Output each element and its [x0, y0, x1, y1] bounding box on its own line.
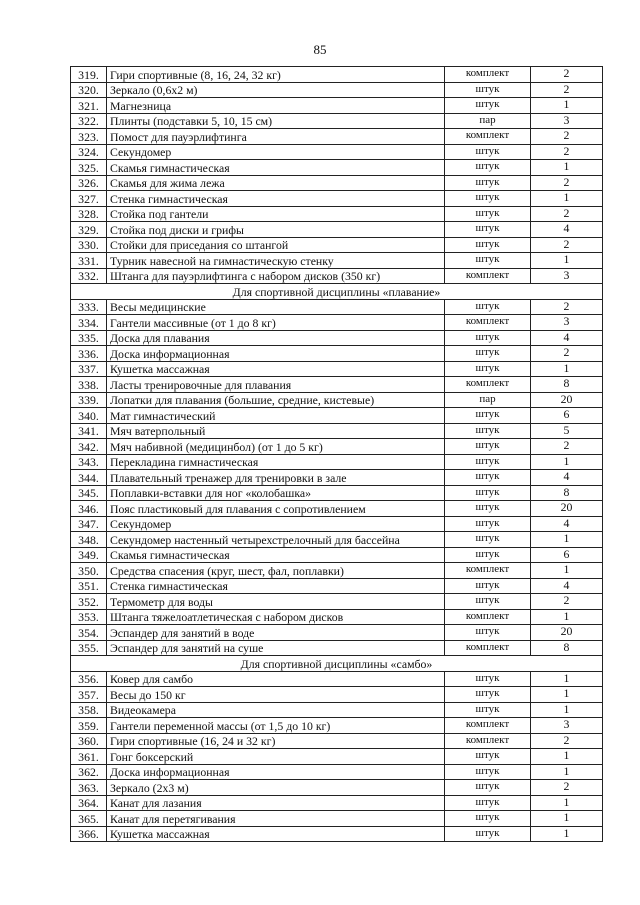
unit-of-measure: штук: [445, 98, 531, 114]
item-quantity: 2: [531, 299, 603, 315]
item-quantity: 2: [531, 175, 603, 191]
table-row: [71, 671, 603, 687]
item-quantity: 1: [531, 98, 603, 114]
item-quantity: 4: [531, 330, 603, 346]
row-number: 326.: [71, 175, 107, 191]
row-number: 325.: [71, 160, 107, 176]
item-name: Гантели массивные (от 1 до 8 кг): [107, 315, 445, 331]
unit-of-measure: штук: [445, 516, 531, 532]
table-row: [71, 439, 603, 455]
table-row: [71, 470, 603, 486]
item-name: Лопатки для плавания (большие, средние, кистевые): [107, 392, 445, 408]
table-row: [71, 485, 603, 501]
item-name: Пояс пластиковый для плавания с сопротивлением: [107, 501, 445, 517]
item-quantity: 8: [531, 485, 603, 501]
table-row: [71, 268, 603, 284]
unit-of-measure: комплект: [445, 563, 531, 579]
unit-of-measure: пар: [445, 392, 531, 408]
item-quantity: 3: [531, 113, 603, 129]
table-row: [71, 144, 603, 160]
unit-of-measure: штук: [445, 439, 531, 455]
unit-of-measure: штук: [445, 826, 531, 842]
item-quantity: 1: [531, 702, 603, 718]
row-number: 343.: [71, 454, 107, 470]
row-number: 339.: [71, 392, 107, 408]
item-name: Эспандер для занятий в воде: [107, 625, 445, 641]
item-quantity: 1: [531, 749, 603, 765]
row-number: 341.: [71, 423, 107, 439]
item-quantity: 20: [531, 501, 603, 517]
row-number: 335.: [71, 330, 107, 346]
row-number: 345.: [71, 485, 107, 501]
item-quantity: 1: [531, 826, 603, 842]
unit-of-measure: штук: [445, 423, 531, 439]
table-row: [71, 206, 603, 222]
item-name: Секундомер: [107, 516, 445, 532]
item-name: Видеокамера: [107, 702, 445, 718]
table-row: [71, 578, 603, 594]
table-row: [71, 826, 603, 842]
table-row: [71, 795, 603, 811]
item-name: Гонг боксерский: [107, 749, 445, 765]
item-quantity: 2: [531, 594, 603, 610]
item-name: Мяч набивной (медицинбол) (от 1 до 5 кг): [107, 439, 445, 455]
item-quantity: 4: [531, 470, 603, 486]
item-name: Стенка гимнастическая: [107, 578, 445, 594]
row-number: 331.: [71, 253, 107, 269]
table-row: [71, 175, 603, 191]
item-name: Кушетка массажная: [107, 826, 445, 842]
page-number: 85: [313, 42, 327, 57]
item-name: Перекладина гимнастическая: [107, 454, 445, 470]
unit-of-measure: штук: [445, 206, 531, 222]
table-row: [71, 532, 603, 548]
item-quantity: 1: [531, 253, 603, 269]
row-number: 348.: [71, 532, 107, 548]
unit-of-measure: штук: [445, 470, 531, 486]
item-name: Канат для лазания: [107, 795, 445, 811]
row-number: 361.: [71, 749, 107, 765]
row-number: 340.: [71, 408, 107, 424]
table-row: [71, 113, 603, 129]
item-name: Скамья для жима лежа: [107, 175, 445, 191]
row-number: 337.: [71, 361, 107, 377]
row-number: 353.: [71, 609, 107, 625]
row-number: 334.: [71, 315, 107, 331]
item-quantity: 20: [531, 625, 603, 641]
item-quantity: 1: [531, 563, 603, 579]
row-number: 321.: [71, 98, 107, 114]
item-name: Секундомер настенный четырехстрелочный для бассейна: [107, 532, 445, 548]
unit-of-measure: штук: [445, 346, 531, 362]
item-name: Штанга тяжелоатлетическая с набором дисков: [107, 609, 445, 625]
row-number: 332.: [71, 268, 107, 284]
item-name: Кушетка массажная: [107, 361, 445, 377]
row-number: 357.: [71, 687, 107, 703]
table-row: [71, 392, 603, 408]
unit-of-measure: штук: [445, 485, 531, 501]
unit-of-measure: штук: [445, 191, 531, 207]
item-quantity: 1: [531, 764, 603, 780]
unit-of-measure: штук: [445, 578, 531, 594]
item-name: Скамья гимнастическая: [107, 547, 445, 563]
item-name: Весы медицинские: [107, 299, 445, 315]
row-number: 319.: [71, 67, 107, 83]
item-quantity: 1: [531, 532, 603, 548]
item-quantity: 20: [531, 392, 603, 408]
unit-of-measure: штук: [445, 501, 531, 517]
item-quantity: 1: [531, 671, 603, 687]
item-name: Доска информационная: [107, 764, 445, 780]
unit-of-measure: штук: [445, 687, 531, 703]
section-header-row: [71, 656, 603, 672]
item-name: Гантели переменной массы (от 1,5 до 10 кг): [107, 718, 445, 734]
item-quantity: 2: [531, 129, 603, 145]
unit-of-measure: штук: [445, 222, 531, 238]
table-row: [71, 237, 603, 253]
item-name: Зеркало (0,6х2 м): [107, 82, 445, 98]
table-row: [71, 222, 603, 238]
item-name: Термометр для воды: [107, 594, 445, 610]
row-number: 366.: [71, 826, 107, 842]
table-row: [71, 501, 603, 517]
item-quantity: 2: [531, 67, 603, 83]
unit-of-measure: штук: [445, 175, 531, 191]
item-quantity: 1: [531, 191, 603, 207]
table-row: [71, 718, 603, 734]
row-number: 349.: [71, 547, 107, 563]
table-row: [71, 764, 603, 780]
row-number: 323.: [71, 129, 107, 145]
unit-of-measure: комплект: [445, 315, 531, 331]
row-number: 358.: [71, 702, 107, 718]
item-quantity: 1: [531, 795, 603, 811]
table-row: [71, 640, 603, 656]
unit-of-measure: штук: [445, 330, 531, 346]
item-name: Поплавки-вставки для ног «колобашка»: [107, 485, 445, 501]
item-quantity: 6: [531, 408, 603, 424]
item-quantity: 1: [531, 609, 603, 625]
item-quantity: 4: [531, 516, 603, 532]
item-quantity: 1: [531, 454, 603, 470]
unit-of-measure: штук: [445, 594, 531, 610]
item-quantity: 1: [531, 811, 603, 827]
row-number: 356.: [71, 671, 107, 687]
item-quantity: 8: [531, 377, 603, 393]
table-row: [71, 594, 603, 610]
table-row: [71, 408, 603, 424]
row-number: 350.: [71, 563, 107, 579]
unit-of-measure: комплект: [445, 67, 531, 83]
section-title: Для спортивной дисциплины «самбо»: [71, 656, 603, 672]
table-row: [71, 780, 603, 796]
table-row: [71, 423, 603, 439]
table-row: [71, 346, 603, 362]
unit-of-measure: штук: [445, 811, 531, 827]
item-quantity: 2: [531, 237, 603, 253]
unit-of-measure: пар: [445, 113, 531, 129]
table-row: [71, 547, 603, 563]
unit-of-measure: штук: [445, 237, 531, 253]
table-row: [71, 82, 603, 98]
item-name: Стойки для приседания со штангой: [107, 237, 445, 253]
table-row: [71, 454, 603, 470]
unit-of-measure: штук: [445, 253, 531, 269]
unit-of-measure: штук: [445, 532, 531, 548]
item-name: Доска для плавания: [107, 330, 445, 346]
item-quantity: 2: [531, 733, 603, 749]
table-row: [71, 625, 603, 641]
row-number: 365.: [71, 811, 107, 827]
table-row: [71, 98, 603, 114]
unit-of-measure: штук: [445, 299, 531, 315]
row-number: 342.: [71, 439, 107, 455]
unit-of-measure: штук: [445, 795, 531, 811]
item-name: Доска информационная: [107, 346, 445, 362]
item-name: Ласты тренировочные для плавания: [107, 377, 445, 393]
row-number: 351.: [71, 578, 107, 594]
row-number: 347.: [71, 516, 107, 532]
table-row: [71, 563, 603, 579]
item-quantity: 2: [531, 144, 603, 160]
unit-of-measure: комплект: [445, 609, 531, 625]
item-quantity: 2: [531, 780, 603, 796]
unit-of-measure: штук: [445, 82, 531, 98]
row-number: 354.: [71, 625, 107, 641]
item-quantity: 2: [531, 82, 603, 98]
unit-of-measure: штук: [445, 160, 531, 176]
item-quantity: 2: [531, 439, 603, 455]
row-number: 338.: [71, 377, 107, 393]
item-name: Ковер для самбо: [107, 671, 445, 687]
table-row: [71, 687, 603, 703]
item-name: Мат гимнастический: [107, 408, 445, 424]
row-number: 344.: [71, 470, 107, 486]
item-name: Стойка под диски и грифы: [107, 222, 445, 238]
unit-of-measure: комплект: [445, 733, 531, 749]
unit-of-measure: штук: [445, 671, 531, 687]
row-number: 346.: [71, 501, 107, 517]
unit-of-measure: штук: [445, 361, 531, 377]
row-number: 355.: [71, 640, 107, 656]
item-quantity: 3: [531, 315, 603, 331]
item-quantity: 1: [531, 160, 603, 176]
table-row: [71, 330, 603, 346]
item-name: Помост для пауэрлифтинга: [107, 129, 445, 145]
unit-of-measure: штук: [445, 764, 531, 780]
table-row: [71, 702, 603, 718]
row-number: 320.: [71, 82, 107, 98]
table-row: [71, 129, 603, 145]
table-row: [71, 253, 603, 269]
item-name: Скамья гимнастическая: [107, 160, 445, 176]
row-number: 322.: [71, 113, 107, 129]
table-row: [71, 191, 603, 207]
equipment-table: [70, 66, 603, 842]
unit-of-measure: штук: [445, 547, 531, 563]
table-body: [71, 67, 603, 842]
row-number: 336.: [71, 346, 107, 362]
item-name: Плавательный тренажер для тренировки в зале: [107, 470, 445, 486]
item-name: Стойка под гантели: [107, 206, 445, 222]
item-name: Турник навесной на гимнастическую стенку: [107, 253, 445, 269]
unit-of-measure: комплект: [445, 377, 531, 393]
row-number: 352.: [71, 594, 107, 610]
item-name: Стенка гимнастическая: [107, 191, 445, 207]
item-quantity: 4: [531, 578, 603, 594]
item-quantity: 1: [531, 687, 603, 703]
unit-of-measure: штук: [445, 749, 531, 765]
table-row: [71, 361, 603, 377]
table-row: [71, 315, 603, 331]
item-name: Секундомер: [107, 144, 445, 160]
table-row: [71, 733, 603, 749]
item-name: Гири спортивные (16, 24 и 32 кг): [107, 733, 445, 749]
section-title: Для спортивной дисциплины «плавание»: [71, 284, 603, 300]
unit-of-measure: комплект: [445, 640, 531, 656]
item-quantity: 6: [531, 547, 603, 563]
item-name: Канат для перетягивания: [107, 811, 445, 827]
row-number: 362.: [71, 764, 107, 780]
item-name: Весы до 150 кг: [107, 687, 445, 703]
unit-of-measure: штук: [445, 780, 531, 796]
row-number: 324.: [71, 144, 107, 160]
row-number: 329.: [71, 222, 107, 238]
item-quantity: 3: [531, 268, 603, 284]
unit-of-measure: штук: [445, 144, 531, 160]
row-number: 364.: [71, 795, 107, 811]
item-name: Средства спасения (круг, шест, фал, поплавки): [107, 563, 445, 579]
table-row: [71, 160, 603, 176]
unit-of-measure: штук: [445, 408, 531, 424]
item-name: Эспандер для занятий на суше: [107, 640, 445, 656]
unit-of-measure: комплект: [445, 268, 531, 284]
item-name: Магнезница: [107, 98, 445, 114]
table-row: [71, 609, 603, 625]
row-number: 328.: [71, 206, 107, 222]
table-row: [71, 749, 603, 765]
item-name: Мяч ватерпольный: [107, 423, 445, 439]
item-name: Плинты (подставки 5, 10, 15 см): [107, 113, 445, 129]
item-quantity: 2: [531, 206, 603, 222]
table-row: [71, 811, 603, 827]
row-number: 330.: [71, 237, 107, 253]
unit-of-measure: комплект: [445, 129, 531, 145]
unit-of-measure: штук: [445, 454, 531, 470]
row-number: 360.: [71, 733, 107, 749]
item-name: Гири спортивные (8, 16, 24, 32 кг): [107, 67, 445, 83]
table-row: [71, 299, 603, 315]
item-name: Штанга для пауэрлифтинга с набором дисков (350 кг): [107, 268, 445, 284]
item-name: Зеркало (2х3 м): [107, 780, 445, 796]
item-quantity: 8: [531, 640, 603, 656]
item-quantity: 3: [531, 718, 603, 734]
item-quantity: 5: [531, 423, 603, 439]
item-quantity: 2: [531, 346, 603, 362]
row-number: 359.: [71, 718, 107, 734]
table-row: [71, 67, 603, 83]
row-number: 327.: [71, 191, 107, 207]
section-header-row: [71, 284, 603, 300]
unit-of-measure: комплект: [445, 718, 531, 734]
table-row: [71, 377, 603, 393]
row-number: 333.: [71, 299, 107, 315]
unit-of-measure: штук: [445, 702, 531, 718]
row-number: 363.: [71, 780, 107, 796]
unit-of-measure: штук: [445, 625, 531, 641]
item-quantity: 4: [531, 222, 603, 238]
item-quantity: 1: [531, 361, 603, 377]
table-row: [71, 516, 603, 532]
